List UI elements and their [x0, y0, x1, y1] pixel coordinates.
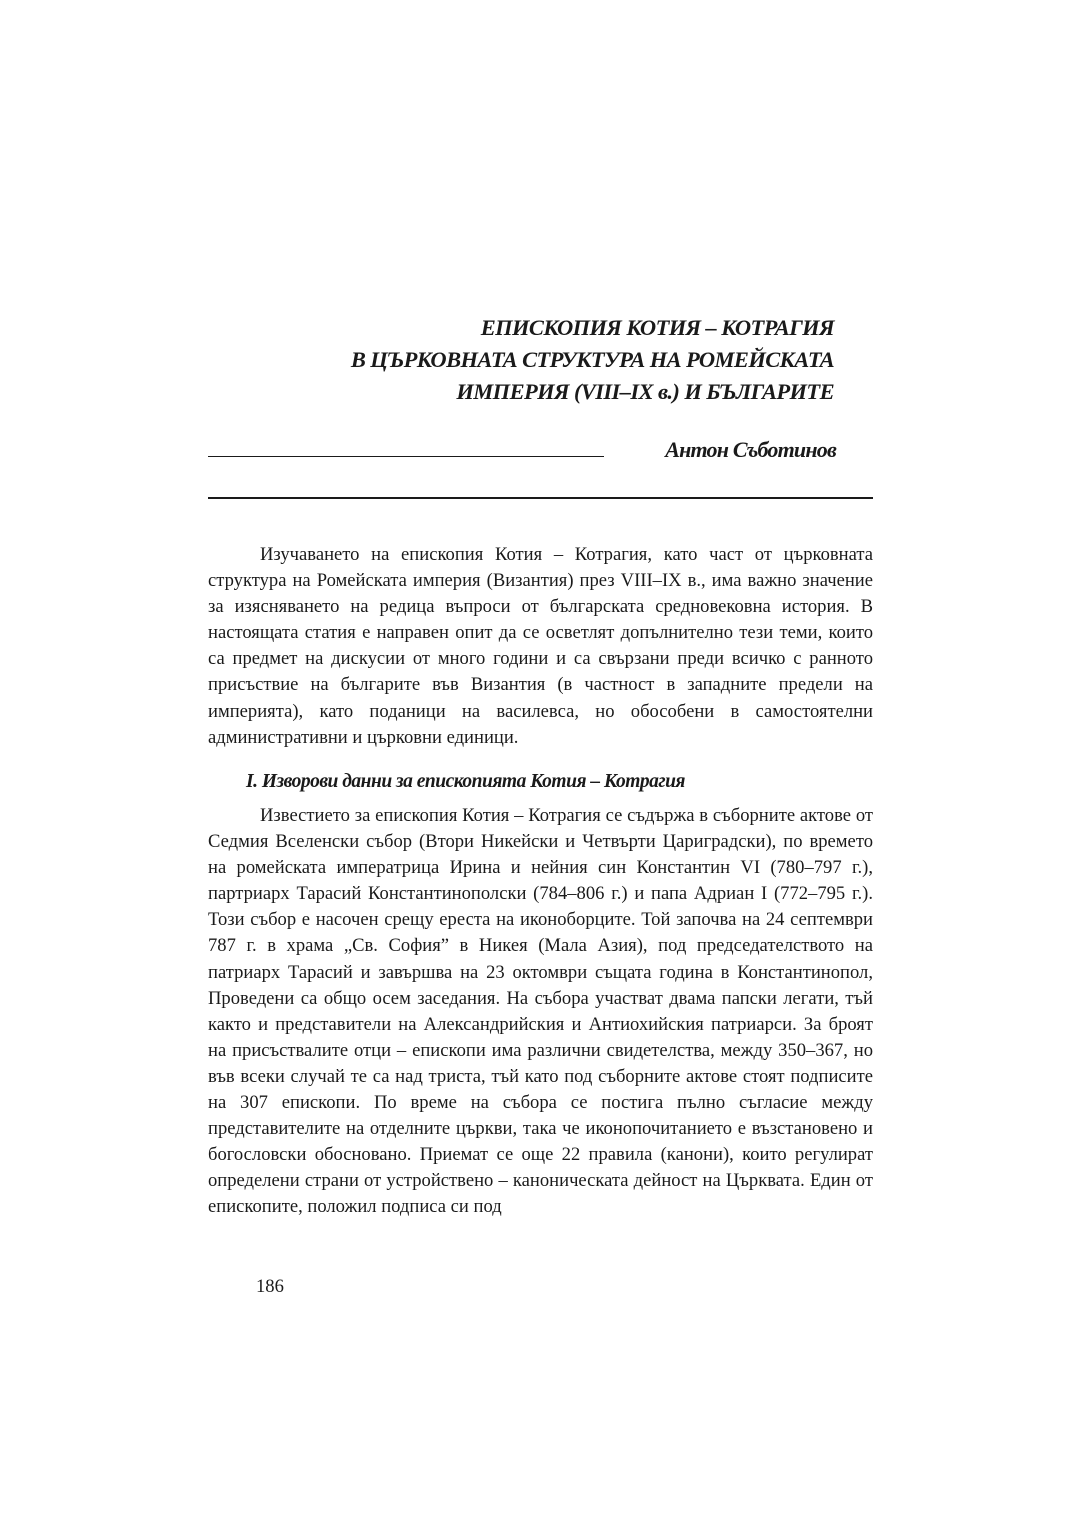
- author-divider: [208, 456, 604, 457]
- header-divider: [208, 497, 873, 499]
- article-title: [194, 312, 834, 408]
- title-line-1: ЕПИСКОПИЯ КОТИЯ – КОТРАГИЯ: [480, 315, 834, 340]
- title-line-2: В ЦЪРКОВНАТА СТРУКТУРА НА РОМЕЙСКАТА: [350, 347, 834, 372]
- abstract-paragraph: Изучаването на епископия Котия – Котрагия, като част от църковната структура на Ромейската империя (Византия) през VIII–IX в., има важно значение за изясняването на редица въпроси от българската средновековна история. В настоящата статия е направен опит да се осветлят допълнително тези теми, които са предмет на дискусии от много години и са свързани преди всичко с ранното присъствие на българите във Византия (в частност в западните предели на империята), като поданици на василевса, но обособени в самостоятелни административни и църковни единици.: [208, 544, 873, 748]
- author-name: Антон Съботинов: [665, 437, 836, 462]
- abstract: [208, 542, 873, 751]
- page-number: 186: [256, 1276, 284, 1297]
- body-text: [208, 803, 873, 1221]
- title-line-3: ИМПЕРИЯ (VIII–IX в.) И БЪЛГАРИТЕ: [456, 379, 834, 404]
- section-heading: I. Изворови данни за епископията Котия – Котрагия: [246, 771, 685, 792]
- body-paragraph: Известието за епископия Котия – Котрагия се съдържа в съборните актове от Седмия Вселенски събор (Втори Никейски и Четвърти Цариградски), по времето на ромейската императрица Ирина и нейния син Константин VI (780–797 г.), партриарх Тарасий Константинополски (784–806 г.) и папа Адриан I (772–795 г.). Този събор е насочен срещу ереста на иконоборците. Той започва на 24 септември 787 г. в храма „Св. София” в Никея (Мала Азия), под председателството на патриарх Тарасий и завършва на 23 октомври същата година в Константинопол, Проведени са общо осем заседания. На събора участват двама папски легати, тъй както и представители на Александрийския и Антиохийския патриарси. За броят на присъствалите отци – епископи има различни свидетелства, между 350–367, но във всеки случай те са над триста, тъй като под съборните актове стоят подписите на 307 епископи. По време на събора се постига пълно съгласие между представителите на отделните църкви, така че иконопочитанието е възстановено и богословски обосновано. Приемат се още 22 правила (канони), които регулират определени страни от устройствено – каноническата дейност на Църквата. Един от епископите, положил подписа си под: [208, 805, 873, 1218]
